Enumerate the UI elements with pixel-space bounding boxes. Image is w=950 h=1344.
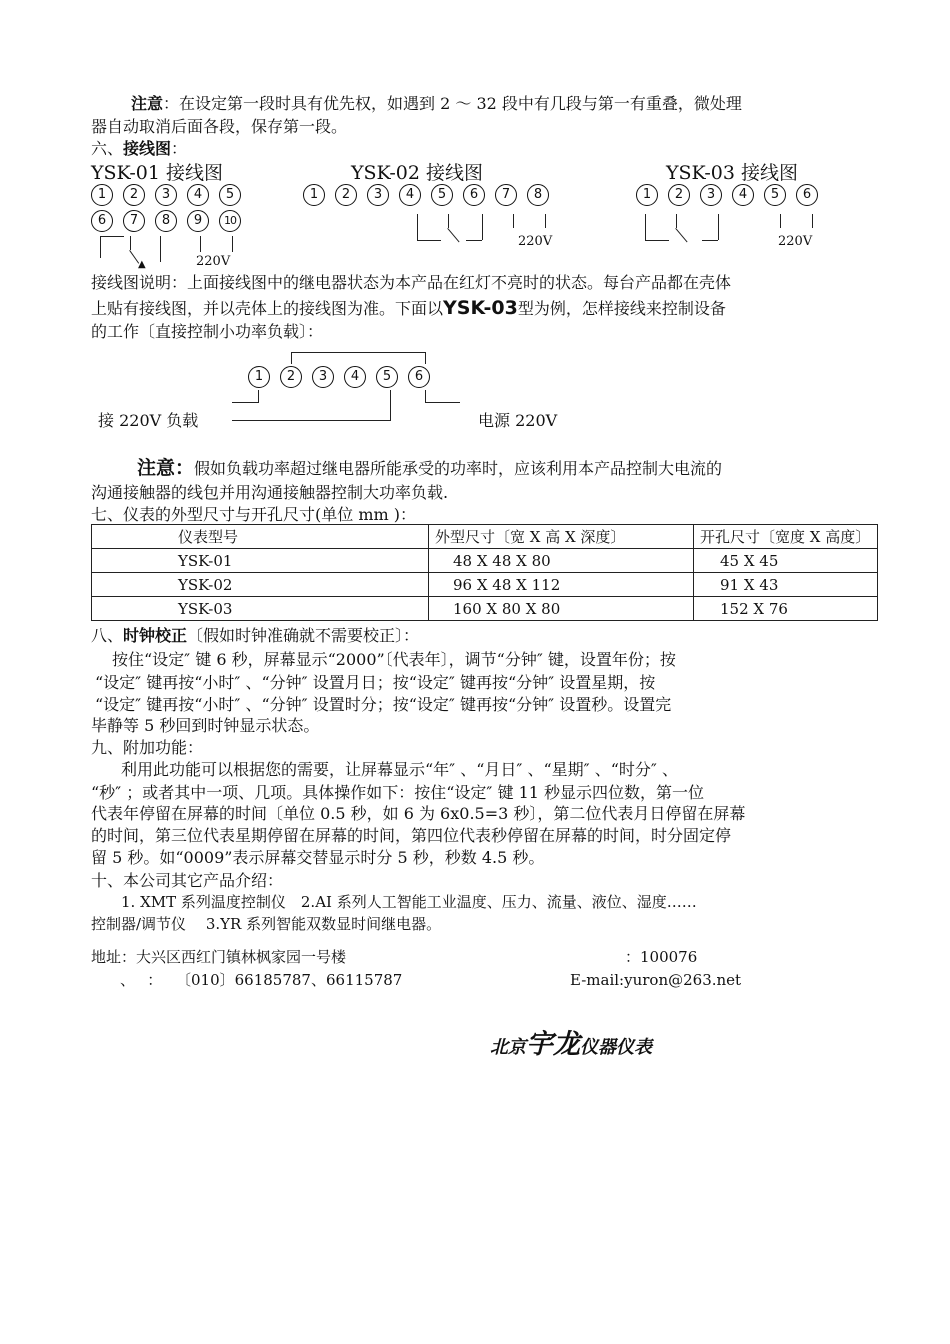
table-header: 外型尺寸〔宽 X 高 X 深度〕 bbox=[429, 525, 694, 549]
table-cell: 152 X 76 bbox=[694, 597, 878, 621]
company-name bbox=[490, 1022, 652, 1061]
wire bbox=[232, 402, 259, 403]
section8-line: “设定″ 键再按“小时″ 、“分钟″ 设置月日；按“设定″ 键再按“分钟″ 设置星期，按 bbox=[95, 673, 656, 692]
ysk02-terminals bbox=[303, 184, 559, 206]
terminal: 5 bbox=[431, 184, 453, 206]
section9-heading: 九、附加功能： bbox=[91, 738, 204, 757]
wire bbox=[258, 390, 259, 402]
wire bbox=[291, 352, 426, 353]
ysk02-voltage: 220V bbox=[518, 234, 553, 249]
wire bbox=[425, 402, 460, 403]
table-cell: 96 X 48 X 112 bbox=[429, 573, 694, 597]
wire bbox=[160, 236, 161, 262]
terminal: 3 bbox=[155, 184, 177, 206]
wire bbox=[417, 214, 418, 240]
wire bbox=[513, 214, 514, 228]
note1-line1 bbox=[131, 94, 742, 114]
terminal: 10 bbox=[219, 210, 241, 232]
terminal: 6 bbox=[408, 366, 430, 388]
terminal: 3 bbox=[700, 184, 722, 206]
wire bbox=[466, 240, 482, 241]
section8-line: 毕静等 5 秒回到时钟显示状态。 bbox=[91, 716, 320, 735]
table-cell: YSK-03 bbox=[92, 597, 429, 621]
wire bbox=[425, 390, 426, 402]
terminal: 3 bbox=[367, 184, 389, 206]
explain-line2-rest: 型为例，怎样接线来控制设备 bbox=[517, 299, 726, 318]
table-cell: YSK-01 bbox=[92, 549, 429, 573]
section9-line: “秒″ ；或者其中一项、几项。具体操作如下：按住“设定″ 键 11 秒显示四位数，第一位 bbox=[91, 783, 705, 802]
table-header-row bbox=[92, 525, 878, 549]
terminal: 4 bbox=[399, 184, 421, 206]
terminal: 1 bbox=[303, 184, 325, 206]
table-row bbox=[92, 573, 878, 597]
section6-title: 接线图 bbox=[123, 139, 172, 158]
section6-heading bbox=[91, 139, 187, 159]
section8-title: 时钟校正 bbox=[123, 626, 188, 645]
note2-label: 注意： bbox=[137, 457, 195, 479]
section6-prefix: 六、 bbox=[91, 139, 124, 158]
terminal: 2 bbox=[335, 184, 357, 206]
wire bbox=[545, 214, 546, 228]
section9-line: 留 5 秒。如“0009”表示屏幕交替显示时分 5 秒，秒数 4.5 秒。 bbox=[91, 848, 545, 867]
terminal: 2 bbox=[123, 184, 145, 206]
explain-line1: 接线图说明：上面接线图中的继电器状态为本产品在红灯不亮时的状态。每台产品都在壳体 bbox=[91, 273, 732, 292]
explain-line2-text: 上贴有接线图，并以壳体上的接线图为准。下面以 bbox=[91, 299, 444, 318]
company-name-part: 北京 bbox=[490, 1037, 526, 1058]
table-header: 仪表型号 bbox=[92, 525, 429, 549]
section7-heading: 七、仪表的外型尺寸与开孔尺寸(单位 mm )： bbox=[91, 505, 417, 524]
note1-line2: 器自动取消后面各段，保存第一段。 bbox=[91, 117, 348, 136]
section8-heading bbox=[91, 626, 419, 646]
section8-line: “设定″ 键再按“小时″ 、“分钟″ 设置时分；按“设定″ 键再按“分钟″ 设置秒。设置完 bbox=[95, 695, 672, 714]
note1-text: ：在设定第一段时具有优先权，如遇到 2 ～ 32 段中有几段与第一有重叠，微处理 bbox=[163, 94, 742, 113]
terminal: 3 bbox=[312, 366, 334, 388]
wire bbox=[291, 352, 292, 364]
dimension-table bbox=[91, 524, 878, 621]
relay-contact bbox=[447, 228, 459, 242]
phone: 〔010〕66185787、66115787 bbox=[176, 971, 403, 989]
ysk03-terminals bbox=[636, 184, 828, 206]
terminal: 6 bbox=[796, 184, 818, 206]
wiring-title-ysk03: YSK-03 接线图 bbox=[666, 162, 799, 184]
example-terminals bbox=[248, 366, 440, 388]
section10-line2: 控制器/调节仪 3.YR 系列智能双数显时间继电器。 bbox=[91, 915, 442, 933]
wire bbox=[448, 214, 449, 228]
section9-line: 利用此功能可以根据您的需要，让屏幕显示“年″ 、“月日″ 、“星期″ 、“时分″ 、 bbox=[121, 760, 678, 779]
terminal: 6 bbox=[463, 184, 485, 206]
company-name-part: 宇龙 bbox=[526, 1029, 580, 1060]
load-label: 接 220V 负载 bbox=[98, 411, 199, 430]
table-cell: 45 X 45 bbox=[694, 549, 878, 573]
table-row bbox=[92, 549, 878, 573]
terminal: 5 bbox=[376, 366, 398, 388]
wire bbox=[425, 352, 426, 364]
table-cell: 91 X 43 bbox=[694, 573, 878, 597]
terminal: 2 bbox=[668, 184, 690, 206]
wire bbox=[390, 390, 391, 420]
terminal: 7 bbox=[495, 184, 517, 206]
table-cell: YSK-02 bbox=[92, 573, 429, 597]
wire bbox=[232, 236, 233, 252]
terminal: 1 bbox=[248, 366, 270, 388]
terminal: 1 bbox=[636, 184, 658, 206]
section9-line: 代表年停留在屏幕的时间〔单位 0.5 秒，如 6 为 6x0.5=3 秒〕，第二位代表月日停留在屏幕 bbox=[91, 804, 746, 823]
phone-prefix: 、 ： bbox=[120, 971, 163, 989]
wire bbox=[100, 236, 101, 258]
terminal: 1 bbox=[91, 184, 113, 206]
terminal: 5 bbox=[764, 184, 786, 206]
section8-subtitle: 〔假如时钟准确就不需要校正〕： bbox=[187, 626, 420, 645]
wire bbox=[812, 214, 813, 228]
section10-heading: 十、本公司其它产品介绍： bbox=[91, 871, 284, 890]
section8-prefix: 八、 bbox=[91, 626, 124, 645]
terminal: 4 bbox=[344, 366, 366, 388]
note2-line1 bbox=[137, 458, 722, 479]
note1-label: 注意 bbox=[131, 94, 164, 113]
address: 地址：大兴区西红门镇林枫家园一号楼 bbox=[91, 948, 347, 966]
section6-colon: ： bbox=[171, 139, 188, 158]
terminal: 2 bbox=[280, 366, 302, 388]
ysk01-voltage: 220V bbox=[196, 254, 231, 269]
wire bbox=[702, 240, 718, 241]
terminal: 4 bbox=[187, 184, 209, 206]
terminal: 7 bbox=[123, 210, 145, 232]
email: E-mail:yuron@263.net bbox=[570, 971, 742, 989]
terminal: 5 bbox=[219, 184, 241, 206]
relay-contact bbox=[675, 228, 687, 242]
terminal: 8 bbox=[527, 184, 549, 206]
wire bbox=[130, 236, 131, 250]
wire bbox=[482, 214, 483, 240]
ysk03-voltage: 220V bbox=[778, 234, 813, 249]
table-cell: 160 X 80 X 80 bbox=[429, 597, 694, 621]
wire bbox=[100, 236, 124, 237]
power-label: 电源 220V bbox=[478, 411, 558, 430]
ysk01-terminals-row2 bbox=[91, 210, 251, 232]
company-name-part: 仪器仪表 bbox=[580, 1037, 652, 1058]
explain-line2 bbox=[91, 298, 726, 319]
explain-model: YSK-03 bbox=[443, 297, 518, 319]
wiring-title-ysk01: YSK-01 接线图 bbox=[91, 162, 224, 184]
ysk01-terminals-row1 bbox=[91, 184, 251, 206]
wire bbox=[645, 240, 669, 241]
wire bbox=[780, 214, 781, 228]
arrow-icon: ▲ bbox=[138, 259, 146, 270]
terminal: 4 bbox=[732, 184, 754, 206]
wire bbox=[200, 236, 201, 252]
wire bbox=[676, 214, 677, 228]
terminal: 6 bbox=[91, 210, 113, 232]
note2-line2: 沟通接触器的线包并用沟通接触器控制大功率负载. bbox=[91, 483, 449, 502]
wire bbox=[232, 420, 391, 421]
table-row bbox=[92, 597, 878, 621]
wire bbox=[645, 214, 646, 240]
section9-line: 的时间，第三位代表星期停留在屏幕的时间，第四位代表秒停留在屏幕的时间，时分固定停 bbox=[91, 826, 732, 845]
terminal: 8 bbox=[155, 210, 177, 232]
table-cell: 48 X 48 X 80 bbox=[429, 549, 694, 573]
terminal: 9 bbox=[187, 210, 209, 232]
section8-line: 按住“设定″ 键 6 秒，屏幕显示“2000”〔代表年〕，调节“分钟″ 键，设置年份；按 bbox=[112, 650, 676, 669]
explain-line3: 的工作〔直接控制小功率负载〕： bbox=[91, 322, 324, 341]
section10-line1: 1. XMT 系列温度控制仪 2.AI 系列人工智能工业温度、压力、流量、液位、湿度…… bbox=[121, 893, 697, 911]
table-header: 开孔尺寸〔宽度 X 高度〕 bbox=[694, 525, 878, 549]
wire bbox=[718, 214, 719, 240]
wiring-title-ysk02: YSK-02 接线图 bbox=[351, 162, 484, 184]
note2-text: 假如负载功率超过继电器所能承受的功率时，应该利用本产品控制大电流的 bbox=[194, 459, 723, 478]
postcode: ：100076 bbox=[625, 948, 698, 966]
wire bbox=[417, 240, 441, 241]
